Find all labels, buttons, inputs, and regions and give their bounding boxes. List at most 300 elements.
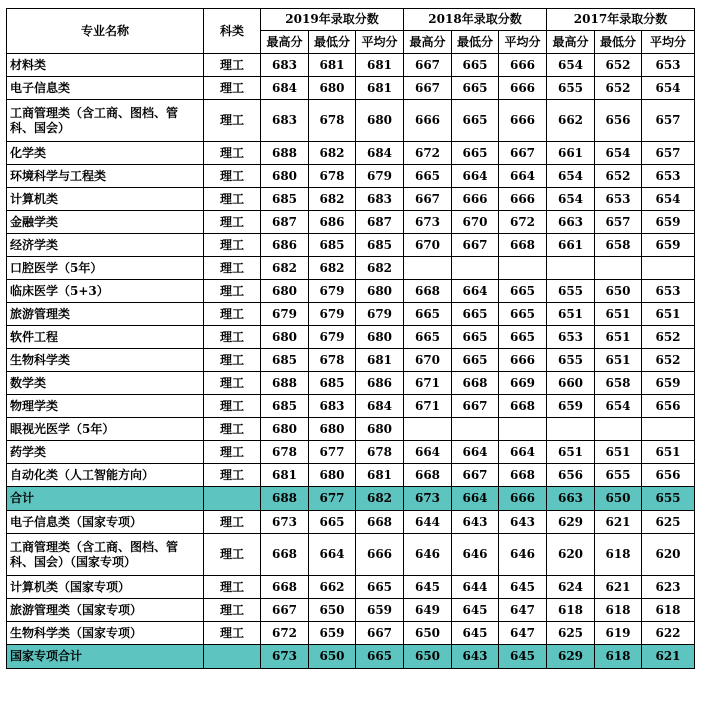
score-cell [547, 418, 595, 441]
table-row [7, 234, 695, 257]
score-cell: 664 [452, 280, 499, 303]
score-cell: 665 [452, 77, 499, 100]
score-cell: 680 [309, 464, 356, 487]
major-name-cell: 电子信息类（国家专项） [7, 511, 204, 534]
category-cell: 理工 [204, 326, 261, 349]
header-sub-col: 最低分 [595, 31, 642, 54]
score-cell: 618 [642, 599, 695, 622]
score-cell: 673 [404, 211, 452, 234]
major-name-cell: 环境科学与工程类 [7, 165, 204, 188]
cropped-footer-area [6, 693, 694, 701]
score-cell: 682 [309, 257, 356, 280]
score-cell: 679 [309, 326, 356, 349]
category-cell [204, 645, 261, 669]
major-name-cell: 材料类 [7, 54, 204, 77]
score-cell [452, 257, 499, 280]
score-cell: 665 [404, 326, 452, 349]
score-cell: 644 [404, 511, 452, 534]
score-cell: 621 [595, 511, 642, 534]
score-cell: 656 [642, 464, 695, 487]
score-cell: 652 [595, 77, 642, 100]
score-cell: 664 [452, 487, 499, 511]
score-cell: 671 [404, 395, 452, 418]
score-cell: 686 [261, 234, 309, 257]
score-cell: 669 [499, 372, 547, 395]
score-cell [452, 418, 499, 441]
score-cell: 688 [261, 487, 309, 511]
major-name-cell: 口腔医学（5年） [7, 257, 204, 280]
score-cell: 619 [595, 622, 642, 645]
major-name-cell: 计算机类 [7, 188, 204, 211]
category-cell: 理工 [204, 142, 261, 165]
table-row [7, 188, 695, 211]
score-cell: 643 [499, 511, 547, 534]
score-cell: 680 [309, 418, 356, 441]
score-cell: 623 [642, 576, 695, 599]
score-cell: 661 [547, 234, 595, 257]
category-cell: 理工 [204, 599, 261, 622]
score-cell: 670 [404, 349, 452, 372]
score-cell: 680 [356, 326, 404, 349]
score-cell: 665 [499, 326, 547, 349]
table-row [7, 418, 695, 441]
category-cell: 理工 [204, 534, 261, 576]
score-cell: 659 [642, 372, 695, 395]
score-cell [547, 257, 595, 280]
category-cell: 理工 [204, 622, 261, 645]
score-cell: 664 [452, 441, 499, 464]
score-cell: 673 [261, 511, 309, 534]
category-cell: 理工 [204, 211, 261, 234]
score-cell: 668 [499, 464, 547, 487]
header-sub-col: 平均分 [356, 31, 404, 54]
score-cell: 679 [356, 303, 404, 326]
score-cell [404, 257, 452, 280]
major-name-cell: 经济学类 [7, 234, 204, 257]
score-cell: 668 [404, 280, 452, 303]
score-cell: 655 [547, 349, 595, 372]
score-cell: 621 [595, 576, 642, 599]
score-cell: 684 [356, 142, 404, 165]
score-cell: 645 [404, 576, 452, 599]
score-cell: 654 [547, 165, 595, 188]
score-cell: 666 [499, 100, 547, 142]
score-cell: 668 [452, 372, 499, 395]
score-cell: 666 [499, 487, 547, 511]
score-cell: 659 [309, 622, 356, 645]
score-cell: 654 [642, 188, 695, 211]
score-cell: 686 [356, 372, 404, 395]
table-row [7, 534, 695, 576]
score-cell: 653 [642, 165, 695, 188]
score-cell: 667 [261, 599, 309, 622]
total-row [7, 645, 695, 669]
admission-score-table [6, 8, 695, 669]
score-cell: 618 [595, 534, 642, 576]
score-cell: 687 [261, 211, 309, 234]
table-header [7, 9, 695, 54]
score-cell: 681 [356, 349, 404, 372]
table-row [7, 599, 695, 622]
major-name-cell: 物理学类 [7, 395, 204, 418]
score-cell: 647 [499, 599, 547, 622]
score-cell: 652 [595, 54, 642, 77]
score-cell: 618 [547, 599, 595, 622]
score-cell: 677 [309, 487, 356, 511]
header-sub-col: 最低分 [309, 31, 356, 54]
score-cell: 668 [404, 464, 452, 487]
score-cell: 656 [642, 395, 695, 418]
score-cell: 665 [452, 142, 499, 165]
score-cell: 645 [499, 576, 547, 599]
table-body [7, 54, 695, 669]
score-cell: 663 [547, 487, 595, 511]
score-cell: 662 [309, 576, 356, 599]
major-name-cell: 工商管理类（含工商、图档、管科、国会） [7, 100, 204, 142]
score-cell: 620 [642, 534, 695, 576]
score-cell: 682 [261, 257, 309, 280]
score-cell: 680 [356, 418, 404, 441]
category-cell [204, 487, 261, 511]
score-cell: 682 [356, 257, 404, 280]
score-cell: 684 [356, 395, 404, 418]
table-row [7, 303, 695, 326]
header-sub-col: 最高分 [261, 31, 309, 54]
table-row [7, 142, 695, 165]
score-cell: 654 [547, 188, 595, 211]
score-cell: 666 [499, 54, 547, 77]
header-year-2017: 2017年录取分数 [547, 9, 695, 31]
major-name-cell: 软件工程 [7, 326, 204, 349]
header-year-2019: 2019年录取分数 [261, 9, 404, 31]
score-cell: 653 [642, 54, 695, 77]
header-sub-col: 平均分 [499, 31, 547, 54]
score-cell: 656 [547, 464, 595, 487]
table-row [7, 395, 695, 418]
score-cell: 685 [356, 234, 404, 257]
score-cell: 665 [356, 576, 404, 599]
score-cell: 680 [261, 418, 309, 441]
header-sub-col: 平均分 [642, 31, 695, 54]
score-cell [404, 418, 452, 441]
table-row [7, 280, 695, 303]
score-cell: 678 [356, 441, 404, 464]
score-cell: 651 [642, 441, 695, 464]
score-cell: 682 [309, 188, 356, 211]
score-cell: 665 [452, 100, 499, 142]
category-cell: 理工 [204, 395, 261, 418]
score-cell: 680 [356, 280, 404, 303]
score-cell: 629 [547, 645, 595, 669]
score-cell: 679 [309, 303, 356, 326]
table-row [7, 576, 695, 599]
category-cell: 理工 [204, 511, 261, 534]
score-cell: 667 [404, 54, 452, 77]
major-name-cell: 电子信息类 [7, 77, 204, 100]
score-cell: 655 [547, 77, 595, 100]
score-cell: 679 [261, 303, 309, 326]
score-cell: 678 [309, 165, 356, 188]
score-cell: 657 [642, 100, 695, 142]
score-cell [595, 257, 642, 280]
score-cell: 671 [404, 372, 452, 395]
score-cell: 668 [261, 534, 309, 576]
score-cell: 659 [356, 599, 404, 622]
score-cell: 665 [356, 645, 404, 669]
score-cell: 668 [499, 395, 547, 418]
score-cell: 665 [309, 511, 356, 534]
score-cell: 677 [309, 441, 356, 464]
score-cell [642, 257, 695, 280]
score-cell: 657 [595, 211, 642, 234]
category-cell: 理工 [204, 280, 261, 303]
major-name-cell: 自动化类（人工智能方向） [7, 464, 204, 487]
score-cell [499, 418, 547, 441]
table-row [7, 441, 695, 464]
score-cell: 685 [309, 234, 356, 257]
score-cell: 663 [547, 211, 595, 234]
score-cell: 661 [547, 142, 595, 165]
score-cell: 666 [356, 534, 404, 576]
score-cell: 668 [356, 511, 404, 534]
score-cell: 655 [595, 464, 642, 487]
score-cell: 679 [356, 165, 404, 188]
score-cell: 658 [595, 372, 642, 395]
score-cell: 688 [261, 142, 309, 165]
header-sub-col: 最高分 [404, 31, 452, 54]
score-cell: 680 [309, 77, 356, 100]
score-cell: 650 [595, 487, 642, 511]
score-cell: 681 [309, 54, 356, 77]
score-cell: 667 [356, 622, 404, 645]
major-name-cell: 化学类 [7, 142, 204, 165]
table-row [7, 100, 695, 142]
major-name-cell: 合计 [7, 487, 204, 511]
score-cell: 672 [261, 622, 309, 645]
score-cell: 655 [642, 487, 695, 511]
score-cell: 658 [595, 234, 642, 257]
score-cell: 659 [642, 234, 695, 257]
major-name-cell: 生物科学类 [7, 349, 204, 372]
score-cell: 687 [356, 211, 404, 234]
score-cell: 646 [452, 534, 499, 576]
score-cell: 665 [499, 303, 547, 326]
major-name-cell: 国家专项合计 [7, 645, 204, 669]
score-cell: 650 [595, 280, 642, 303]
table-row [7, 349, 695, 372]
score-cell: 670 [404, 234, 452, 257]
score-cell: 680 [356, 100, 404, 142]
score-cell: 673 [261, 645, 309, 669]
score-cell: 686 [309, 211, 356, 234]
category-cell: 理工 [204, 441, 261, 464]
score-cell: 665 [452, 54, 499, 77]
score-cell: 625 [642, 511, 695, 534]
major-name-cell: 生物科学类（国家专项） [7, 622, 204, 645]
score-cell: 685 [309, 372, 356, 395]
score-cell: 643 [452, 645, 499, 669]
score-cell: 664 [452, 165, 499, 188]
table-row [7, 165, 695, 188]
category-cell: 理工 [204, 372, 261, 395]
score-cell: 618 [595, 645, 642, 669]
score-cell: 680 [261, 280, 309, 303]
score-cell: 649 [404, 599, 452, 622]
major-name-cell: 金融学类 [7, 211, 204, 234]
score-cell: 667 [499, 142, 547, 165]
score-cell: 650 [309, 599, 356, 622]
score-cell: 651 [595, 326, 642, 349]
header-sub-col: 最低分 [452, 31, 499, 54]
score-cell: 651 [595, 303, 642, 326]
table-row [7, 211, 695, 234]
score-cell [642, 418, 695, 441]
score-cell: 651 [547, 303, 595, 326]
score-cell: 667 [404, 77, 452, 100]
major-name-cell: 临床医学（5+3） [7, 280, 204, 303]
score-cell: 683 [261, 54, 309, 77]
score-cell: 620 [547, 534, 595, 576]
score-cell: 683 [309, 395, 356, 418]
score-cell: 653 [547, 326, 595, 349]
header-major-name: 专业名称 [7, 9, 204, 54]
score-cell [499, 257, 547, 280]
category-cell: 理工 [204, 464, 261, 487]
major-name-cell: 旅游管理类（国家专项） [7, 599, 204, 622]
score-cell: 650 [404, 622, 452, 645]
category-cell: 理工 [204, 188, 261, 211]
score-cell: 668 [261, 576, 309, 599]
score-cell: 662 [547, 100, 595, 142]
major-name-cell: 旅游管理类 [7, 303, 204, 326]
score-cell: 624 [547, 576, 595, 599]
score-cell: 651 [642, 303, 695, 326]
score-cell: 667 [452, 234, 499, 257]
score-cell: 665 [452, 349, 499, 372]
score-cell: 651 [595, 349, 642, 372]
score-cell: 654 [547, 54, 595, 77]
score-cell: 665 [499, 280, 547, 303]
major-name-cell: 工商管理类（含工商、图档、管科、国会）（国家专项） [7, 534, 204, 576]
score-cell: 664 [499, 165, 547, 188]
score-cell: 657 [642, 142, 695, 165]
score-cell: 622 [642, 622, 695, 645]
score-cell: 666 [499, 77, 547, 100]
score-cell: 681 [356, 54, 404, 77]
score-cell: 665 [404, 303, 452, 326]
category-cell: 理工 [204, 257, 261, 280]
total-row [7, 487, 695, 511]
score-cell [595, 418, 642, 441]
score-cell: 659 [642, 211, 695, 234]
score-cell: 683 [261, 100, 309, 142]
score-cell: 666 [499, 349, 547, 372]
table-row [7, 372, 695, 395]
score-cell: 665 [452, 303, 499, 326]
score-cell: 654 [595, 395, 642, 418]
category-cell: 理工 [204, 303, 261, 326]
score-cell: 645 [452, 599, 499, 622]
score-cell: 660 [547, 372, 595, 395]
score-cell: 654 [595, 142, 642, 165]
table-row [7, 54, 695, 77]
category-cell: 理工 [204, 234, 261, 257]
score-cell: 680 [261, 165, 309, 188]
score-cell: 621 [642, 645, 695, 669]
score-cell: 679 [309, 280, 356, 303]
score-cell: 670 [452, 211, 499, 234]
score-cell: 666 [452, 188, 499, 211]
score-cell: 678 [309, 349, 356, 372]
score-cell: 688 [261, 372, 309, 395]
score-cell: 668 [499, 234, 547, 257]
score-cell: 650 [404, 645, 452, 669]
score-cell: 652 [595, 165, 642, 188]
table-row [7, 511, 695, 534]
score-cell: 682 [356, 487, 404, 511]
score-cell: 664 [499, 441, 547, 464]
score-cell: 685 [261, 188, 309, 211]
score-cell: 673 [404, 487, 452, 511]
score-cell: 647 [499, 622, 547, 645]
score-cell: 665 [404, 165, 452, 188]
score-cell: 618 [595, 599, 642, 622]
category-cell: 理工 [204, 77, 261, 100]
score-cell: 654 [642, 77, 695, 100]
score-cell: 653 [595, 188, 642, 211]
header-sub-col: 最高分 [547, 31, 595, 54]
score-cell: 678 [261, 441, 309, 464]
score-cell: 666 [499, 188, 547, 211]
table-row [7, 257, 695, 280]
category-cell: 理工 [204, 418, 261, 441]
score-cell: 656 [595, 100, 642, 142]
major-name-cell: 药学类 [7, 441, 204, 464]
score-cell: 685 [261, 395, 309, 418]
score-cell: 645 [452, 622, 499, 645]
score-cell: 681 [356, 77, 404, 100]
score-cell: 667 [452, 395, 499, 418]
score-cell: 681 [261, 464, 309, 487]
score-cell: 652 [642, 349, 695, 372]
score-cell: 650 [309, 645, 356, 669]
score-cell: 643 [452, 511, 499, 534]
score-cell: 685 [261, 349, 309, 372]
score-cell: 646 [404, 534, 452, 576]
major-name-cell: 计算机类（国家专项） [7, 576, 204, 599]
score-cell: 659 [547, 395, 595, 418]
score-cell: 664 [404, 441, 452, 464]
score-cell: 678 [309, 100, 356, 142]
category-cell: 理工 [204, 54, 261, 77]
score-cell: 645 [499, 645, 547, 669]
score-cell: 651 [595, 441, 642, 464]
score-cell: 625 [547, 622, 595, 645]
score-cell: 684 [261, 77, 309, 100]
header-year-2018: 2018年录取分数 [404, 9, 547, 31]
category-cell: 理工 [204, 576, 261, 599]
score-cell: 665 [452, 326, 499, 349]
score-cell: 644 [452, 576, 499, 599]
category-cell: 理工 [204, 349, 261, 372]
score-cell: 646 [499, 534, 547, 576]
score-cell: 653 [642, 280, 695, 303]
table-row [7, 326, 695, 349]
major-name-cell: 数学类 [7, 372, 204, 395]
score-cell: 655 [547, 280, 595, 303]
score-cell: 664 [309, 534, 356, 576]
table-row [7, 464, 695, 487]
